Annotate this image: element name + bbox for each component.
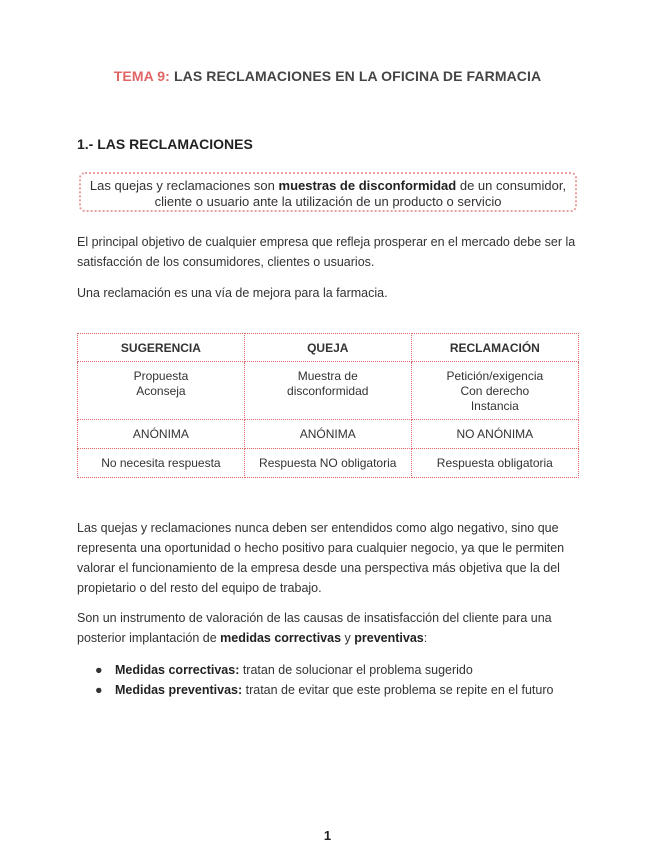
table-cell: NO ANÓNIMA xyxy=(411,420,578,449)
callout-bold-text: muestras de disconformidad xyxy=(278,178,457,193)
paragraph-improvement: Una reclamación es una vía de mejora para la farmacia. xyxy=(77,286,388,300)
bullet-icon: ● xyxy=(95,663,103,677)
title-prefix: TEMA 9: xyxy=(113,68,170,84)
bullet-icon: ● xyxy=(95,683,103,697)
table-cell xyxy=(244,362,411,420)
cell-line: Instancia xyxy=(470,399,519,413)
table-cell: Respuesta obligatoria xyxy=(411,449,578,478)
callout-text-before: Las quejas y reclamaciones son xyxy=(89,178,279,193)
title-text: LAS RECLAMACIONES EN LA OFICINA DE FARMACIA xyxy=(173,68,542,84)
table-cell xyxy=(78,362,245,420)
header-reclamacion: RECLAMACIÓN xyxy=(411,334,578,362)
table-row xyxy=(78,362,579,420)
cell-line: Muestra de xyxy=(297,369,358,383)
list-item-text: tratan de evitar que este problema se repite en el futuro xyxy=(242,683,554,697)
table-cell: ANÓNIMA xyxy=(244,420,411,449)
list-item-label: Medidas preventivas: xyxy=(115,683,243,697)
p4-bold-correctivas: medidas correctivas xyxy=(220,631,342,645)
p4-bold-preventivas: preventivas xyxy=(354,631,424,645)
table-cell: ANÓNIMA xyxy=(78,420,245,449)
table-header-row xyxy=(78,334,579,362)
list-item xyxy=(95,660,585,680)
cell-line: Propuesta xyxy=(133,369,189,383)
cell-line: Con derecho xyxy=(460,384,530,398)
list-item xyxy=(95,680,585,700)
comparison-table xyxy=(77,333,579,478)
measures-list xyxy=(95,660,585,700)
cell-line: disconformidad xyxy=(287,384,369,398)
p4-text-before: Son un instrumento de valoración de las causas de insatisfacción del cliente para una posterior implantación de xyxy=(77,611,552,645)
list-item-label: Medidas correctivas: xyxy=(115,663,240,677)
section-heading: 1.- LAS RECLAMACIONES xyxy=(77,136,253,152)
paragraph-objective: El principal objetivo de cualquier empresa que refleja prosperar en el mercado debe ser la satisfacción de los consumidores, clientes o usuarios. xyxy=(77,235,576,269)
p4-text-mid: y xyxy=(341,631,355,645)
document-title xyxy=(0,68,655,84)
callout-text-after: de un consumidor, cliente o usuario ante la utilización de un producto o servicio xyxy=(154,178,567,209)
header-sugerencia: SUGERENCIA xyxy=(78,334,245,362)
cell-line: Petición/exigencia xyxy=(446,369,544,383)
definition-callout xyxy=(79,172,577,212)
page-number: 1 xyxy=(323,828,332,843)
paragraph-instrument xyxy=(77,608,582,648)
table-cell: Respuesta NO obligatoria xyxy=(244,449,411,478)
list-item-text: tratan de solucionar el problema sugerido xyxy=(239,663,473,677)
cell-line: Aconseja xyxy=(136,384,186,398)
header-queja: QUEJA xyxy=(244,334,411,362)
table-cell xyxy=(411,362,578,420)
table-cell: No necesita respuesta xyxy=(78,449,245,478)
table-row xyxy=(78,420,579,449)
p4-text-after: : xyxy=(423,631,428,645)
table-row xyxy=(78,449,579,478)
paragraph-opportunity: Las quejas y reclamaciones nunca deben ser entendidos como algo negativo, sino que representa una oportunidad o hecho positivo para cualquier negocio, ya que le permiten valorar el funcionamiento de la empresa desde una perspectiva más objetiva que la del propietario o del resto del equipo de trabajo. xyxy=(77,521,565,595)
